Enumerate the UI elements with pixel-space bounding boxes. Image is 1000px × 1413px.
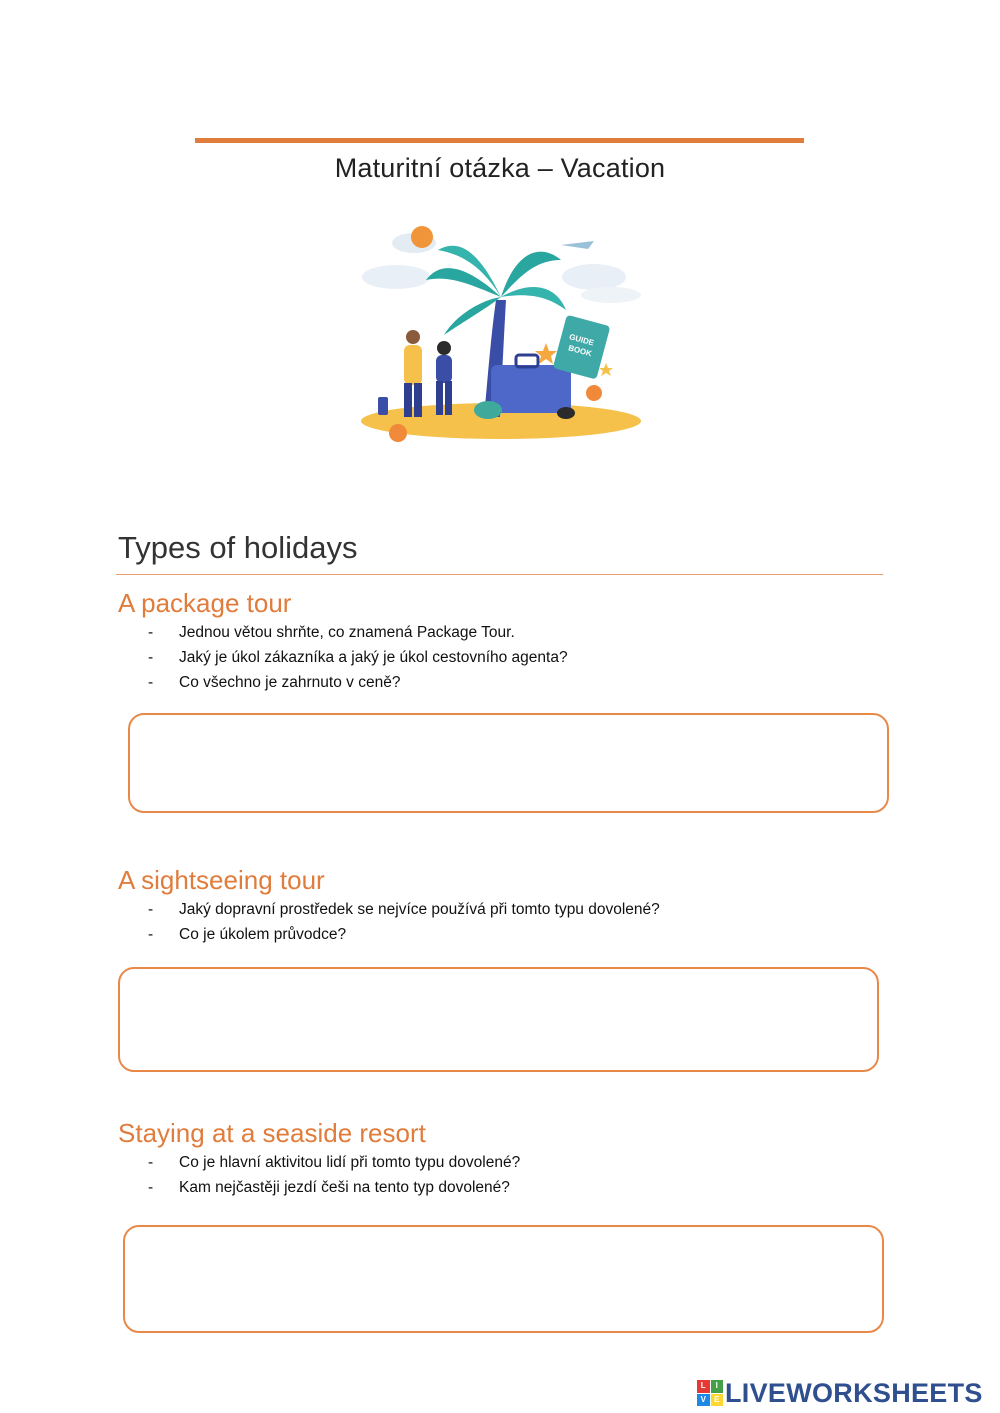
svg-text:BOOK: BOOK [567,343,593,359]
list-item: - Co je hlavní aktivitou lidí při tomto typu dovolené? [148,1154,521,1171]
brand-name: LIVEWORKSHEETS [725,1377,983,1408]
list-item: - Jaký dopravní prostředek se nejvíce používá při tomto typu dovolené? [148,901,660,918]
plane-icon [561,241,594,249]
guidebook-text: GUIDE [568,332,596,348]
person-woman [436,355,452,383]
vacation-illustration [356,205,652,447]
section-divider [116,574,883,575]
subheading-package-tour: A package tour [118,588,292,618]
question-list-package-tour [148,620,568,695]
answer-box-package-tour[interactable] [128,713,889,813]
subheading-sightseeing-tour: A sightseeing tour [118,865,325,895]
sun-icon [411,226,433,248]
subheading-seaside-resort: Staying at a seaside resort [118,1118,426,1148]
liveworksheets-brand[interactable] [697,1378,983,1408]
liveworksheets-logo-icon: L I V E [697,1380,723,1406]
answer-box-seaside-resort[interactable] [123,1225,884,1333]
section-heading-types-of-holidays: Types of holidays [118,530,358,565]
answer-box-sightseeing-tour[interactable] [118,967,879,1072]
list-item: - Co všechno je zahrnuto v ceně? [148,674,401,691]
list-item: - Co je úkolem průvodce? [148,926,347,943]
question-list-seaside-resort [148,1150,520,1200]
document-title: Maturitní otázka – Vacation [334,153,666,183]
title-top-rule [195,138,804,143]
question-list-sightseeing-tour [148,897,660,947]
list-item: - Jaký je úkol zákazníka a jaký je úkol cestovního agenta? [148,649,568,666]
person-man [404,345,422,385]
list-item: - Jednou větou shrňte, co znamená Package Tour. [148,624,515,641]
suitcase-icon [491,365,571,413]
list-item: - Kam nejčastěji jezdí češi na tento typ dovolené? [148,1179,510,1196]
